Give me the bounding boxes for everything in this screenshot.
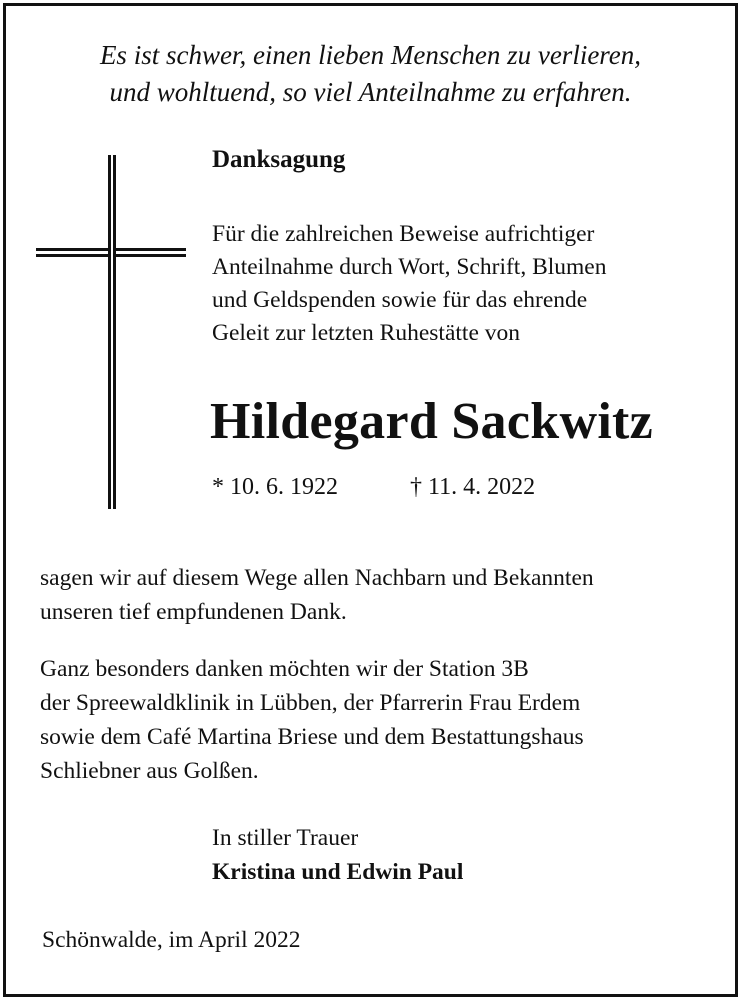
death-date: † 11. 4. 2022 (410, 474, 536, 500)
intro-line: Geleit zur letzten Ruhestätte von (212, 320, 521, 346)
birth-date: * 10. 6. 1922 (212, 474, 338, 500)
thanks-line: unseren tief empfundenen Dank. (40, 599, 347, 625)
quote-line-2: und wohltuend, so viel Anteilnahme zu erfahren. (109, 77, 632, 107)
place-date: Schönwalde, im April 2022 (42, 927, 301, 953)
cross-icon (108, 155, 116, 509)
intro-line: Anteilnahme durch Wort, Schrift, Blumen (212, 254, 607, 280)
heading: Danksagung (212, 146, 346, 173)
quote-line-1: Es ist schwer, einen lieben Menschen zu verlieren, (99, 40, 642, 70)
deceased-name: Hildegard Sackwitz (210, 393, 654, 450)
mourning-phrase: In stiller Trauer (212, 825, 359, 851)
special-thanks-line: sowie dem Café Martina Briese und dem Bestattungshaus (40, 724, 584, 750)
special-thanks-line: Schliebner aus Golßen. (40, 758, 259, 784)
intro-line: und Geldspenden sowie für das ehrende (212, 287, 588, 313)
special-thanks-line: der Spreewaldklinik in Lübben, der Pfarrerin Frau Erdem (40, 690, 581, 716)
intro-line: Für die zahlreichen Beweise aufrichtiger (212, 221, 595, 247)
special-thanks-line: Ganz besonders danken möchten wir der Station 3B (40, 656, 529, 682)
thanks-line: sagen wir auf diesem Wege allen Nachbarn und Bekannten (40, 565, 594, 591)
mourners-names: Kristina und Edwin Paul (212, 859, 464, 885)
